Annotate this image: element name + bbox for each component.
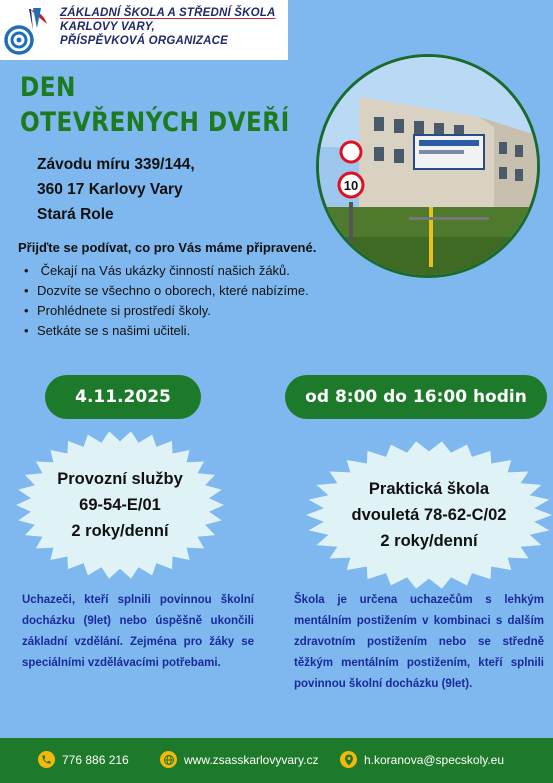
program-badge-right (305, 440, 553, 590)
footer-email (340, 751, 504, 768)
event-date-badge: 4.11.2025 (45, 375, 201, 419)
phone-number[interactable]: 776 886 216 (62, 752, 129, 767)
speed-sign-text: 10 (343, 178, 359, 193)
event-time-badge: od 8:00 do 16:00 hodin (285, 375, 547, 419)
page-title (20, 70, 290, 140)
address-line2: 360 17 Karlovy Vary (37, 181, 183, 198)
school-name-line1: ZÁKLADNÍ ŠKOLA A STŘEDNÍ ŠKOLA (60, 7, 276, 19)
feature-list (24, 261, 309, 341)
list-item: • Dozvíte se všechno o oborech, které nabízíme. (24, 281, 309, 301)
school-name-line2: KARLOVY VARY, (60, 21, 155, 33)
globe-icon (160, 751, 177, 768)
address (37, 152, 195, 227)
address-line1: Závodu míru 339/144, (37, 156, 195, 173)
school-name-line3: PŘÍSPĚVKOVÁ ORGANIZACE (60, 35, 228, 47)
footer-web (160, 751, 318, 768)
list-item: • Prohlédnete si prostředí školy. (24, 301, 309, 321)
school-emblem-icon (3, 6, 53, 56)
address-line3: Stará Role (37, 206, 114, 223)
program-name: Provozní služby (57, 470, 183, 488)
email-link[interactable]: h.koranova@specskoly.eu (364, 752, 505, 767)
program-name: Praktická škola (368, 480, 490, 498)
title-line1: DEN (20, 72, 76, 103)
program-code: dvouletá 78-62-C/02 (351, 506, 507, 524)
phone-icon (38, 751, 55, 768)
program-description-right: Škola je určena uchazečům s lehkým mentálním postižením v kombinaci s dalším zdravotním postižením nebo se středně těžkým mentálním postižením, kteří splnili povinnou školní docházku (9let). (294, 594, 544, 690)
program-duration: 2 roky/denní (380, 532, 478, 550)
title-line2: OTEVŘENÝCH DVEŘÍ (20, 107, 290, 138)
school-logo (0, 0, 288, 60)
program-description-left: Uchazeči, kteří splnili povinnou školní docházku (9let) nebo úspěšně ukončili základní vzdělání. Zejména pro žáky se speciálními vzdělávacími potřebami. (22, 594, 254, 669)
location-pin-icon (340, 751, 357, 768)
list-item: • Setkáte se s našimi učiteli. (24, 321, 309, 341)
intro-heading: Přijďte se podívat, co pro Vás máme připravené. (18, 240, 317, 255)
footer (0, 738, 553, 783)
program-code: 69-54-E/01 (79, 496, 161, 514)
school-building-photo (316, 54, 540, 278)
program-badge-left (15, 430, 225, 580)
website-link[interactable]: www.zsasskarlovyvary.cz (184, 752, 319, 767)
footer-phone (38, 751, 129, 768)
list-item: • Čekají na Vás ukázky činností našich žáků. (24, 261, 309, 281)
program-duration: 2 roky/denní (71, 522, 169, 540)
